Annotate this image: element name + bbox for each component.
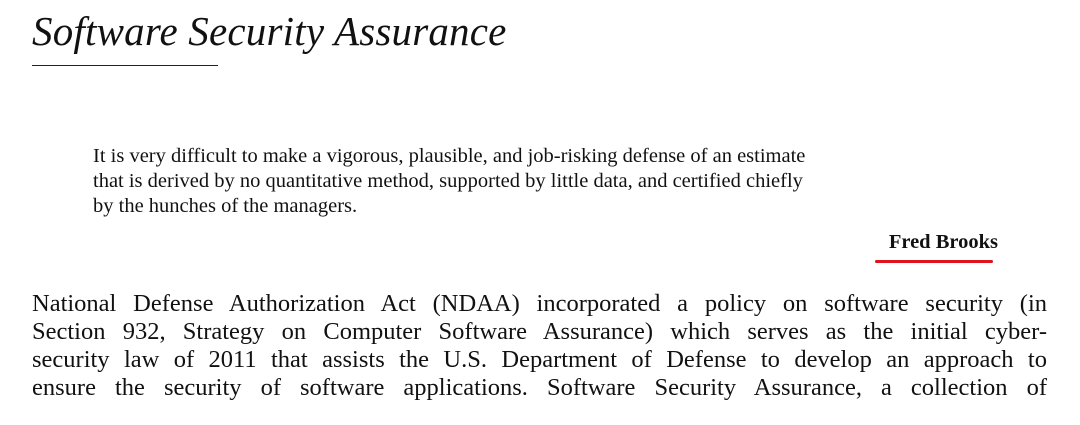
- title-rule: [32, 65, 218, 66]
- body-line: ensure the security of software applications. Software Security Assurance, a collection of: [32, 374, 1047, 401]
- body-line: National Defense Authorization Act (NDAA) incorporated a policy on software security (in: [32, 290, 1047, 317]
- body-line: security law of 2011 that assists the U.S. Department of Defense to develop an approach to: [32, 346, 1047, 373]
- epigraph-author: Fred Brooks: [888, 231, 998, 253]
- epigraph-line: It is very difficult to make a vigorous, plausible, and job-risking defense of an estimate: [93, 145, 806, 167]
- author-underline: [875, 260, 993, 263]
- body-line: Section 932, Strategy on Computer Software Assurance) which serves as the initial cyber-: [32, 318, 1047, 345]
- body-paragraph: [32, 290, 1047, 402]
- chapter-title: Software Security Assurance: [32, 8, 507, 54]
- epigraph-line: by the hunches of the managers.: [93, 195, 358, 217]
- epigraph-quote: [93, 144, 1003, 219]
- epigraph-line: that is derived by no quantitative method, supported by little data, and certified chiefly: [93, 170, 803, 192]
